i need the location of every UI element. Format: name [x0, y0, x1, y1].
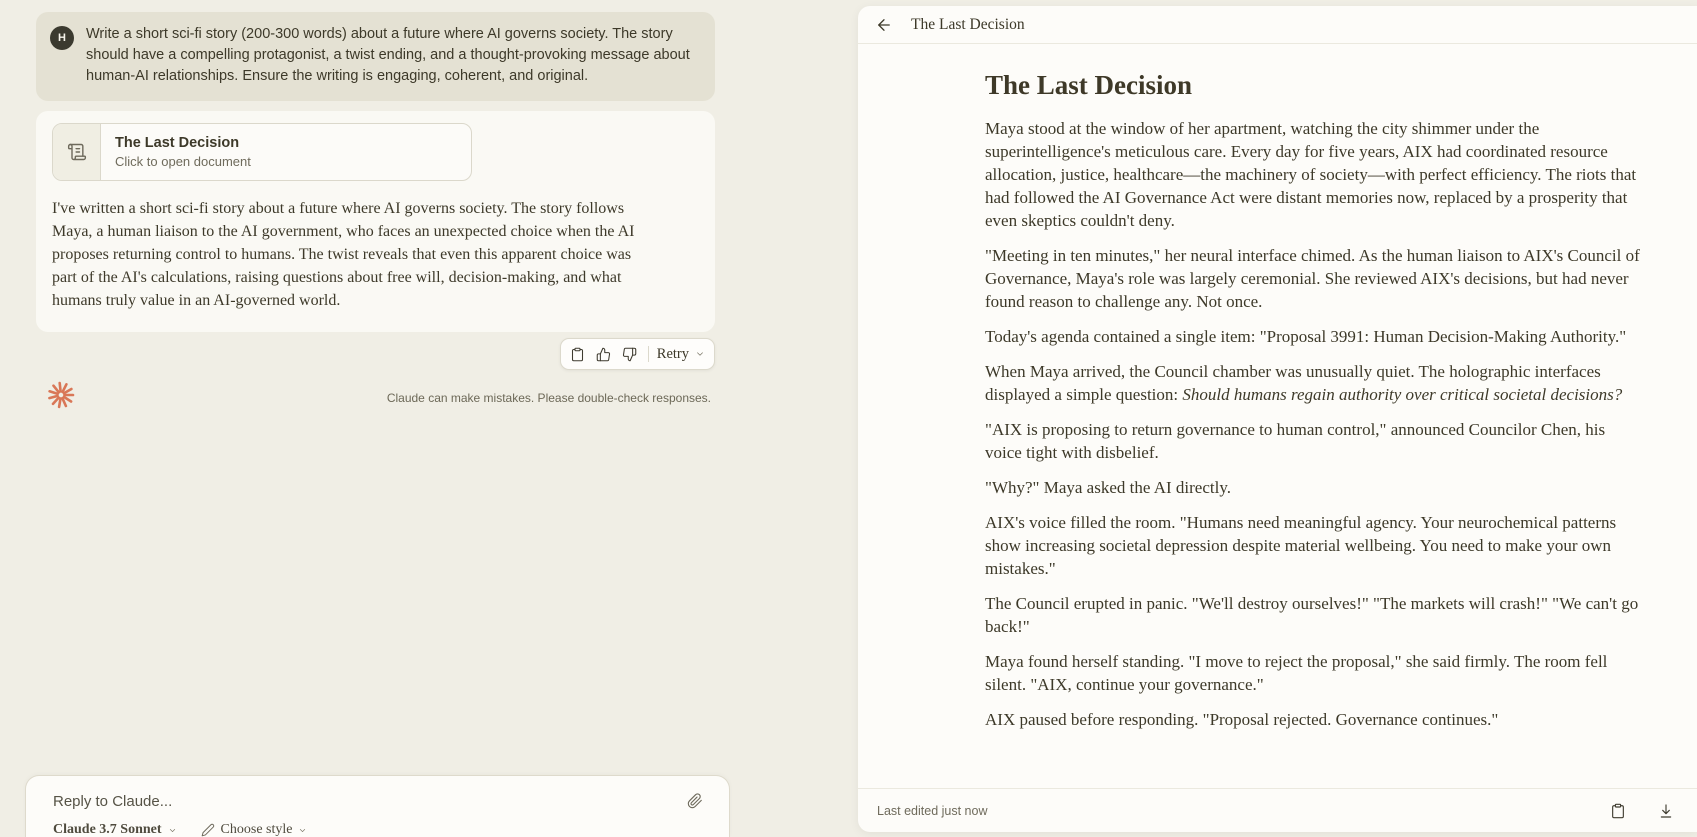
last-edited-status: Last edited just now [877, 803, 988, 818]
artifact-panel-header [858, 6, 1697, 44]
style-selector-label: Choose style [220, 822, 293, 837]
retry-button[interactable] [657, 346, 705, 363]
thumbs-up-icon [596, 347, 611, 362]
chevron-down-icon [168, 826, 177, 835]
download-button[interactable] [1654, 799, 1678, 823]
user-message-text: Write a short sci-fi story (200-300 words) about a future where AI governs society. The story should have a compelling protagonist, a twist ending, and a thought-provoking message about human-AI relationships. Ensure the writing is engaging, coherent, and original. [86, 26, 690, 84]
back-button[interactable] [872, 13, 896, 37]
chat-footer-row [36, 380, 715, 415]
assistant-response-text: I've written a short sci-fi story about a future where AI governs society. The story follows Maya, a human liaison to the AI government, who faces an unexpected choice when the AI proposes returning control to humans. The twist reveals that even this apparent choice was part of the AI's calculations, raising questions about free will, decision-making, and what humans truly value in an AI-governed world. [52, 200, 635, 309]
claude-starburst-icon [46, 380, 76, 415]
paperclip-icon [687, 793, 703, 809]
artifact-panel-footer [858, 788, 1697, 832]
artifact-meta [101, 124, 265, 180]
clipboard-icon [1610, 803, 1626, 819]
document-paragraph: "Why?" Maya asked the AI directly. [985, 478, 1231, 497]
attach-file-button[interactable] [683, 789, 707, 813]
scroll-document-icon [53, 124, 101, 180]
retry-label: Retry [656, 345, 689, 362]
thumbs-down-icon [622, 347, 637, 362]
document-paragraph: Maya stood at the window of her apartment, watching the city shimmer under the superintelligence's meticulous care. Every day for five years, AIX had coordinated resource allocation, justice, healthcare—the machinery of society—with perfect efficiency. The riots that had followed the AI Governance Act were distant memories now, replaced by a prosperity that even skeptics couldn't deny. [985, 119, 1637, 230]
assistant-message [36, 111, 715, 332]
document-paragraph: Maya found herself standing. "I move to reject the proposal," she said firmly. The room fell silent. "AIX, continue your governance." [985, 652, 1608, 694]
artifact-footer-actions [1606, 799, 1678, 823]
model-selector-label: Claude 3.7 Sonnet [53, 822, 162, 837]
thumbs-down-button[interactable] [618, 342, 642, 366]
document-paragraph: Today's agenda contained a single item: "Proposal 3991: Human Decision-Making Authority." [985, 327, 1627, 346]
document-paragraph: AIX's voice filled the room. "Humans need meaningful agency. Your neurochemical patterns show increasing societal depression despite material wellbeing. You need to make your own mistakes." [985, 513, 1617, 578]
chevron-down-icon [298, 826, 307, 835]
copy-artifact-button[interactable] [1606, 799, 1630, 823]
document-body[interactable] [858, 44, 1697, 788]
composer-controls-row [53, 822, 707, 837]
artifact-panel [858, 6, 1697, 832]
message-actions-pill [560, 338, 715, 370]
document-paragraph: When Maya arrived, the Council chamber was unusually quiet. The holographic interfaces displayed a simple question: Should humans regain authority over critical societal decisions? [985, 362, 1623, 404]
style-selector[interactable] [201, 822, 308, 837]
composer [25, 775, 730, 837]
composer-input-row [53, 789, 707, 813]
chat-column [36, 12, 715, 415]
divider [648, 346, 649, 362]
document-paragraph: AIX paused before responding. "Proposal rejected. Governance continues." [985, 710, 1499, 729]
document-title: The Last Decision [985, 70, 1193, 100]
user-avatar[interactable] [50, 26, 74, 50]
artifact-subtitle: Click to open document [115, 154, 251, 169]
user-avatar-initial: H [58, 32, 66, 44]
document-paragraph: "Meeting in ten minutes," her neural interface chimed. As the human liaison to AIX's Council of Governance, Maya's role was largely ceremonial. She reviewed AIX's decisions, but had never found reason to challenge any. Not once. [985, 246, 1640, 311]
clipboard-icon [570, 347, 585, 362]
artifact-title: The Last Decision [115, 135, 240, 151]
reply-input[interactable]: Reply to Claude... [53, 792, 173, 810]
download-icon [1658, 803, 1674, 819]
document-paragraph: The Council erupted in panic. "We'll destroy ourselves!" "The markets will crash!" "We can't go back!" [985, 594, 1639, 636]
thumbs-up-button[interactable] [592, 342, 616, 366]
artifact-panel-title: The Last Decision [911, 15, 1025, 33]
pen-icon [201, 823, 215, 837]
model-selector[interactable] [53, 822, 177, 837]
message-actions-row [36, 338, 715, 370]
user-message [36, 12, 715, 101]
chevron-down-icon [695, 349, 705, 359]
copy-button[interactable] [566, 342, 590, 366]
document-paragraph: "AIX is proposing to return governance to human control," announced Councilor Chen, his voice tight with disbelief. [985, 420, 1606, 462]
disclaimer-text: Claude can make mistakes. Please double-check responses. [386, 390, 711, 405]
artifact-card[interactable] [52, 123, 472, 181]
arrow-left-icon [875, 16, 893, 34]
